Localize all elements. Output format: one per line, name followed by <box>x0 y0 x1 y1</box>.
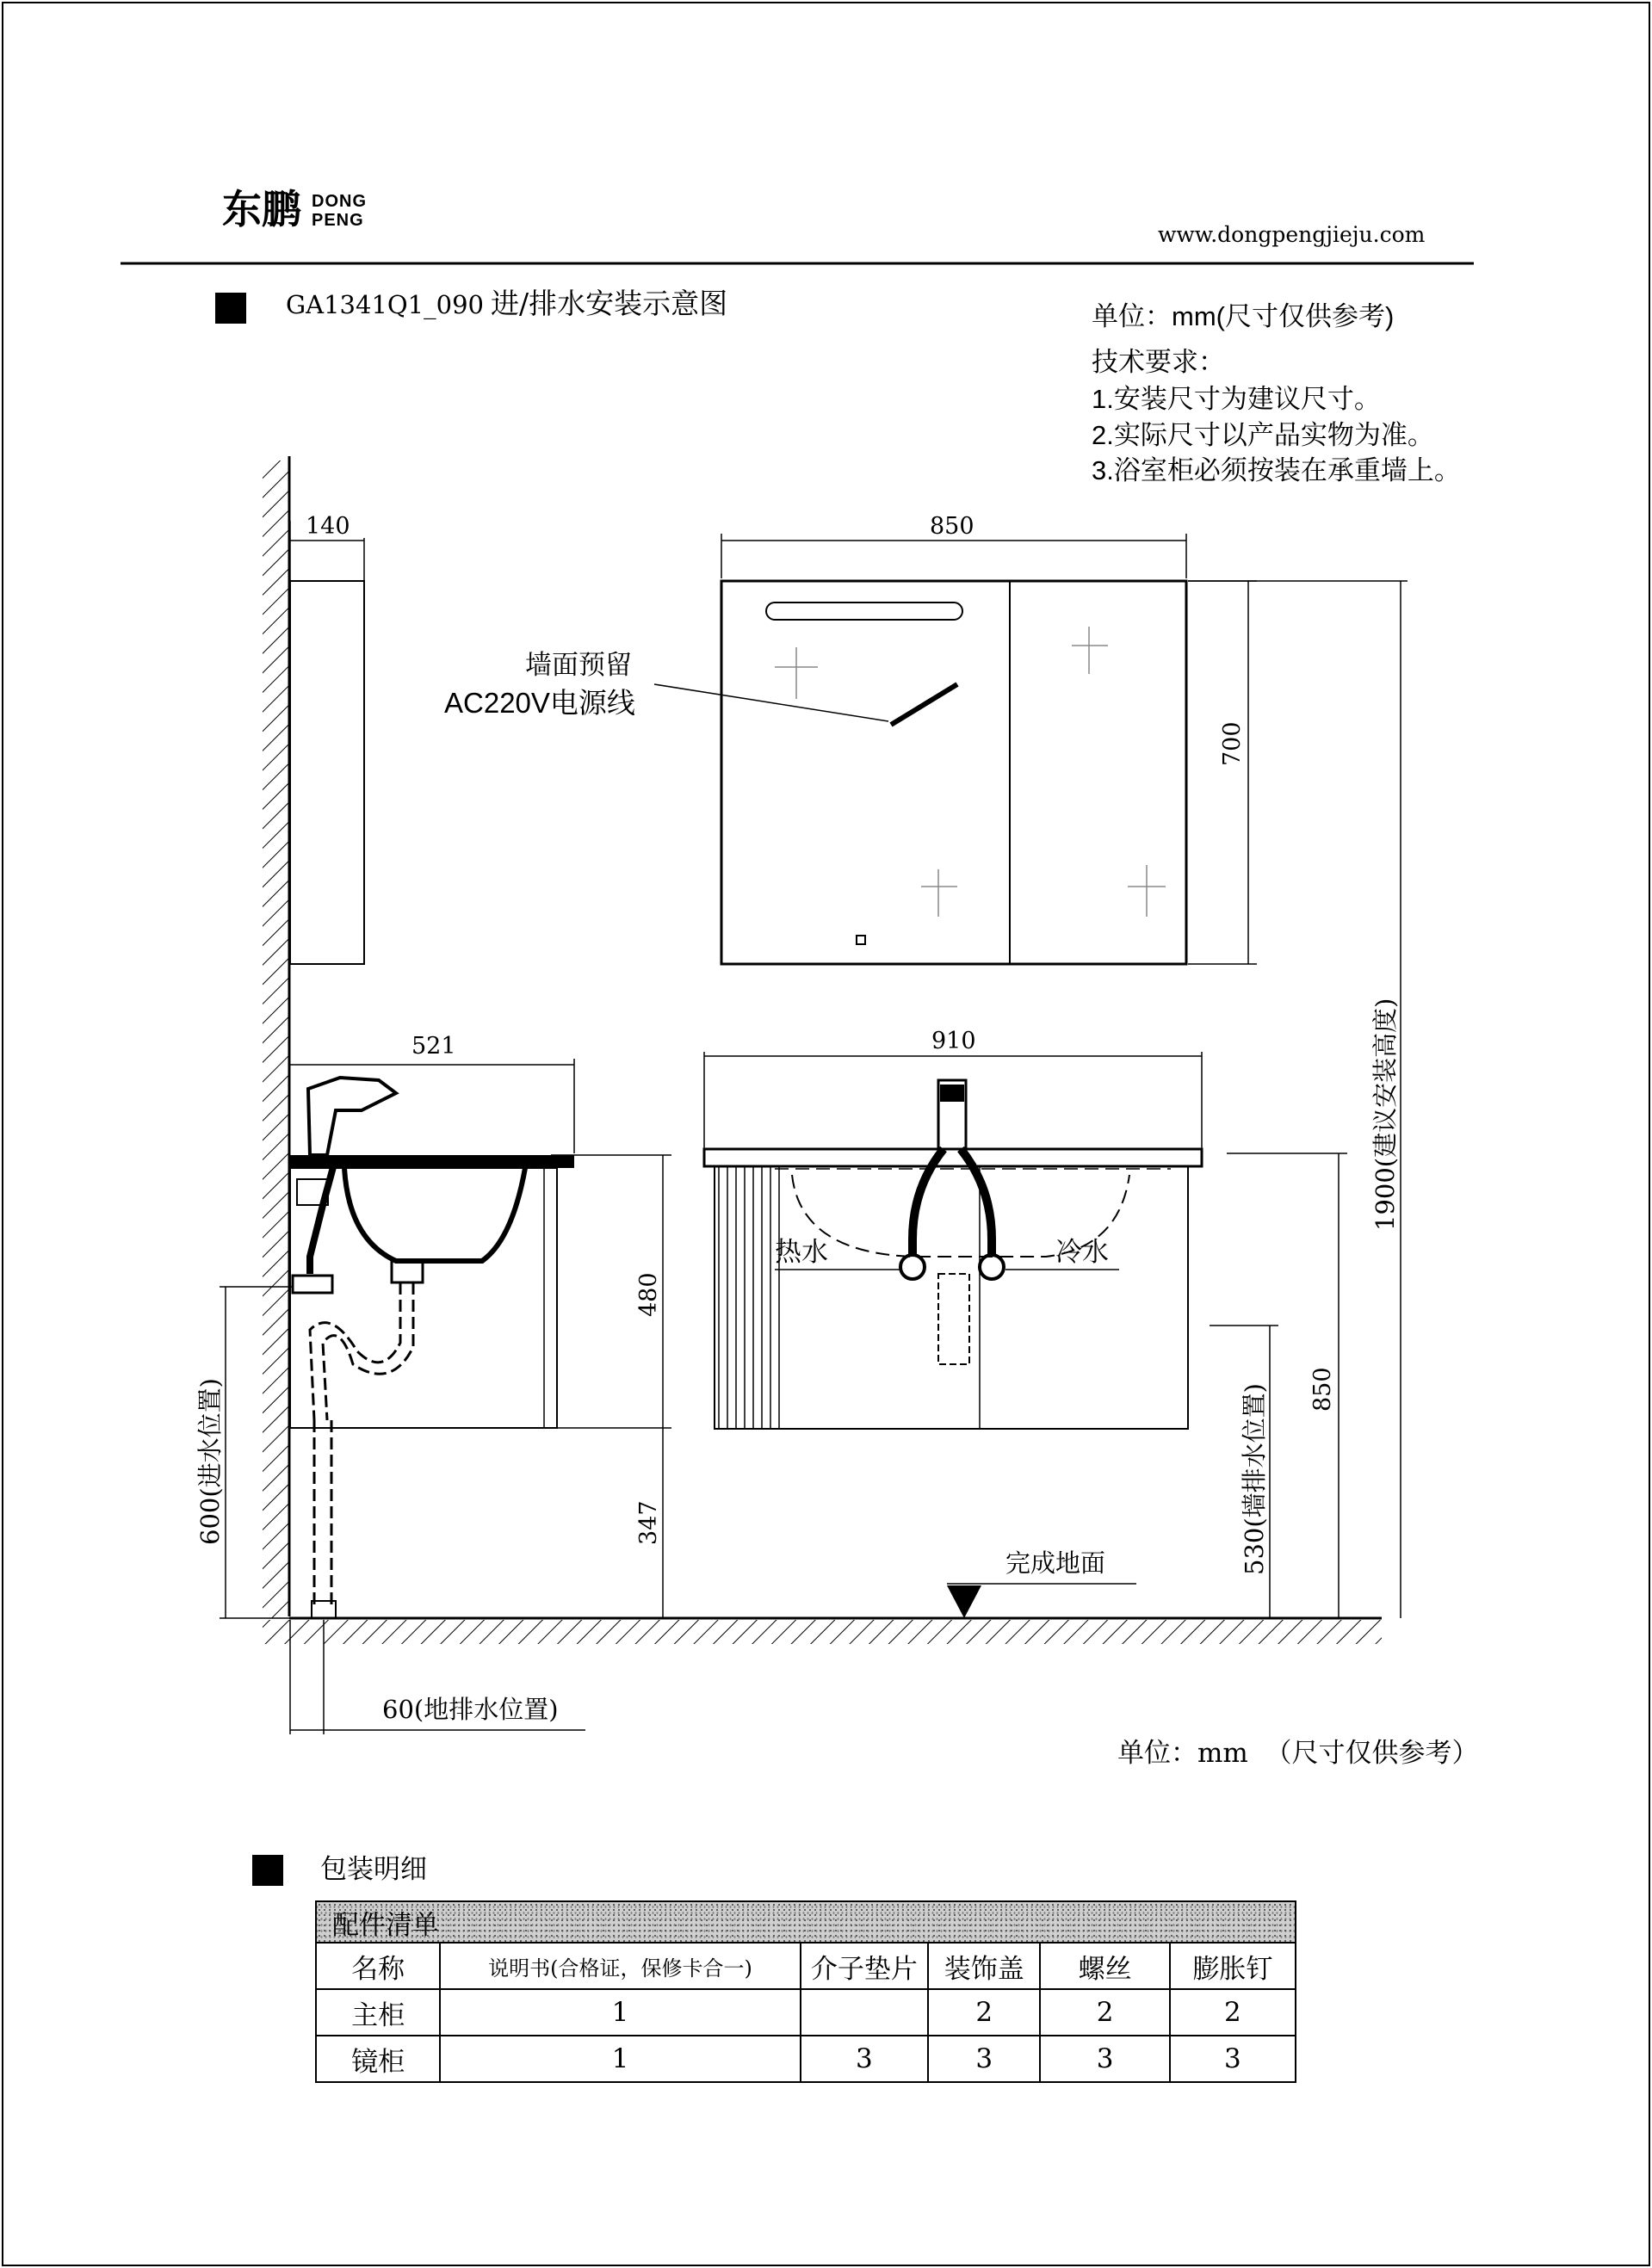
logo-en-1: DONG <box>312 192 367 211</box>
floor-hatch <box>263 1620 1382 1644</box>
hot-water-label: 热水 <box>775 1237 828 1268</box>
drawing-title: 进/排水安装示意图 <box>491 287 728 320</box>
dim-140: 140 <box>306 513 350 540</box>
front-countertop <box>704 1149 1202 1166</box>
wall-hatch <box>263 460 288 1618</box>
table-cell: 3 <box>1040 2036 1169 2082</box>
table-header: 介子垫片 <box>801 1943 928 1989</box>
tech-item: 1.安装尺寸为建议尺寸。 <box>1092 384 1381 414</box>
table-cell: 1 <box>440 2036 800 2082</box>
dim-530: 530(墙排水位置) <box>1240 1383 1269 1575</box>
drawing-code: GA1341Q1_090 <box>286 290 484 319</box>
tech-item: 3.浴室柜必须按装在承重墙上。 <box>1092 455 1461 485</box>
unit-bottom: 单位：mm （尺寸仅供参考） <box>1117 1738 1479 1769</box>
table-cell: 2 <box>928 1989 1041 2036</box>
wall-reserve-label: 墙面预留 <box>525 650 632 681</box>
logo-en-2: PENG <box>312 211 364 230</box>
side-mirror-cabinet <box>290 581 364 964</box>
dim-910: 910 <box>931 1028 976 1054</box>
table-cell: 3 <box>1170 2036 1296 2082</box>
table-header: 螺丝 <box>1040 1943 1169 1989</box>
section-marker-1 <box>215 293 246 324</box>
power-line-label: AC220V电源线 <box>444 687 635 719</box>
table-header: 膨胀钉 <box>1170 1943 1296 1989</box>
mirror-cabinet <box>721 581 1186 964</box>
dim-700: 700 <box>1219 721 1246 766</box>
packing-title: 包装明细 <box>320 1854 427 1885</box>
table-cell <box>801 1989 928 2036</box>
dim-600: 600(进水位置) <box>195 1378 225 1545</box>
table-cell: 主柜 <box>316 1989 440 2036</box>
table-header: 名称 <box>316 1943 440 1989</box>
table-cell: 3 <box>801 2036 928 2082</box>
dim-521: 521 <box>411 1033 456 1060</box>
tech-title: 技术要求： <box>1092 347 1225 377</box>
table-header: 说明书(合格证，保修卡合一) <box>440 1943 800 1989</box>
tech-item: 2.实际尺寸以产品实物为准。 <box>1092 420 1434 450</box>
cold-water-label: 冷水 <box>1055 1237 1109 1268</box>
section-marker-2 <box>252 1855 283 1886</box>
parts-table <box>315 1900 1296 2083</box>
dim-480: 480 <box>635 1272 662 1317</box>
finished-floor-label: 完成地面 <box>1005 1548 1106 1578</box>
dim-850-right: 850 <box>1309 1367 1336 1412</box>
dim-850-top: 850 <box>930 513 974 540</box>
unit-note: 单位：mm(尺寸仅供参考) <box>1092 301 1395 331</box>
table-cell: 2 <box>1040 1989 1169 2036</box>
table-header: 装饰盖 <box>928 1943 1041 1989</box>
table-cell: 1 <box>440 1989 800 2036</box>
dim-1900: 1900(建议安装高度) <box>1370 998 1400 1231</box>
parts-table-caption: 配件清单 <box>316 1901 1296 1943</box>
table-cell: 3 <box>928 2036 1041 2082</box>
dim-347: 347 <box>635 1500 662 1545</box>
table-cell: 镜柜 <box>316 2036 440 2082</box>
dim-60: 60(地排水位置) <box>382 1695 559 1724</box>
table-cell: 2 <box>1170 1989 1296 2036</box>
website: www.dongpengjieju.com <box>1158 222 1426 247</box>
logo-text: 东鹏 <box>222 186 301 232</box>
